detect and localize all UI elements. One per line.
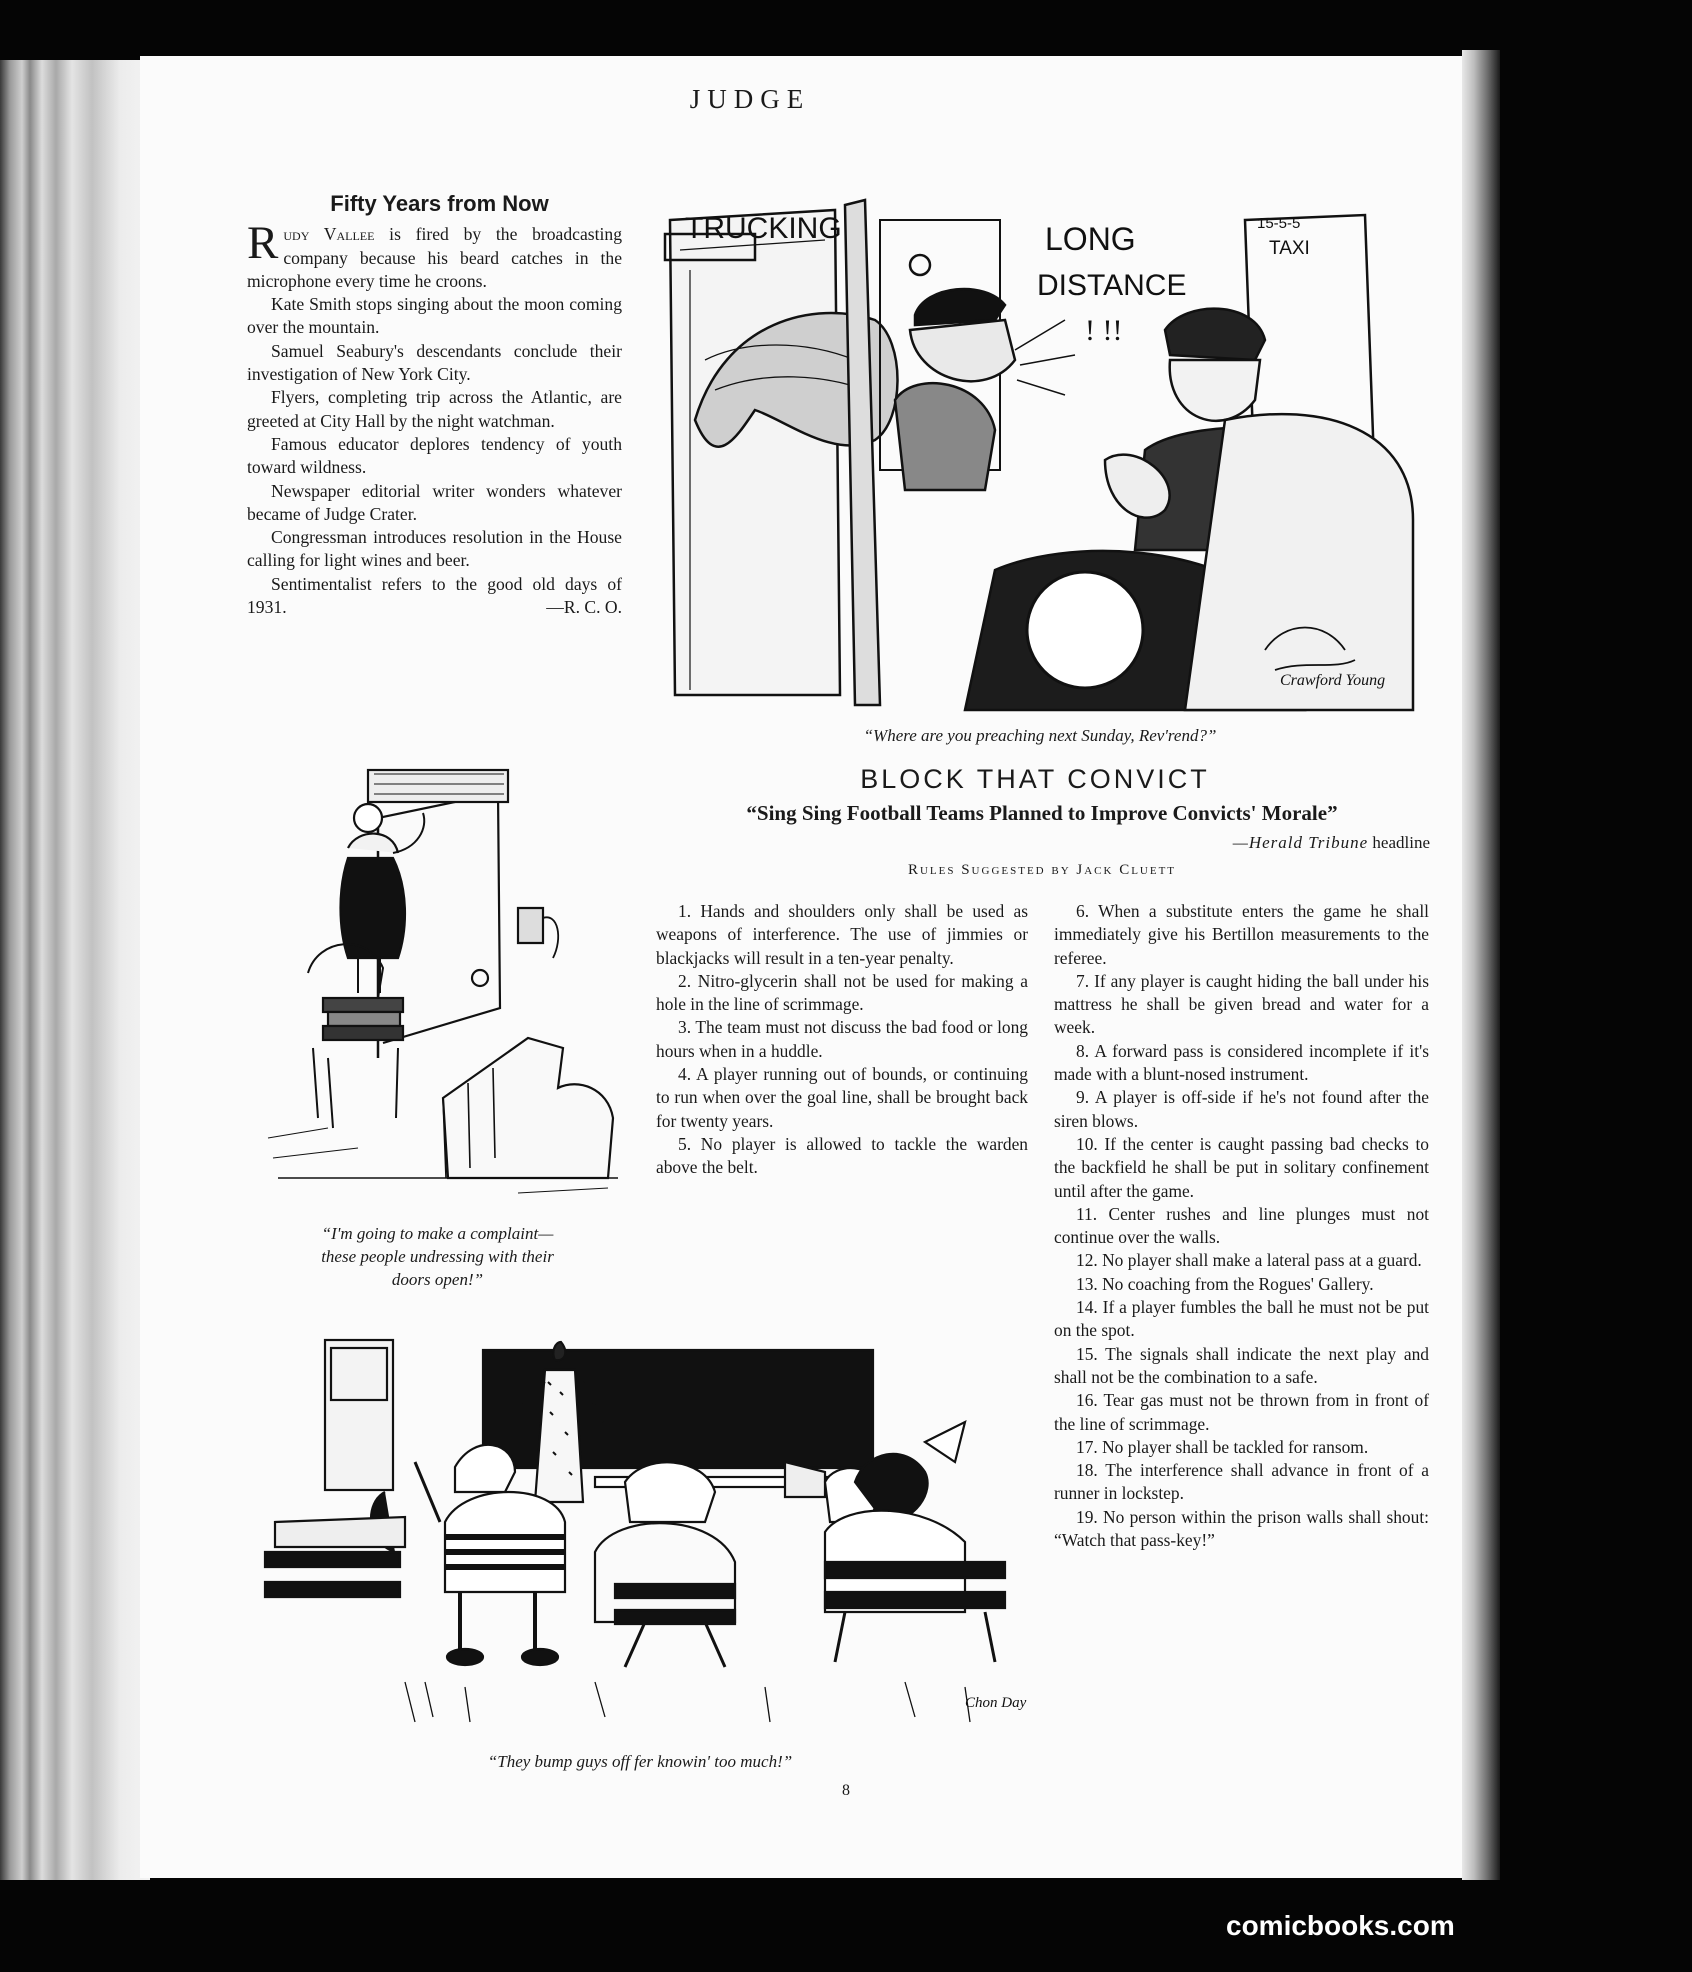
headline-credit: —Herald Tribune headline	[1232, 833, 1430, 852]
caption-complaint-cartoon: “I'm going to make a complaint— these people undressing with their doors open!”	[321, 1224, 554, 1289]
scan-border-top	[0, 0, 1500, 60]
rule-item: 2. Nitro-glycerin shall not be used for making a hole in the line of scrimmage.	[656, 970, 1028, 1015]
rule-item: 16. Tear gas must not be thrown from in front of the line of scrimmage.	[1054, 1390, 1429, 1434]
artist-signature: Chon Day	[965, 1695, 1027, 1711]
article-paragraph: Congressman introduces resolution in the House calling for light wines and beer.	[247, 527, 622, 571]
cartoon-truck-taxi	[665, 190, 1413, 710]
rule-item: 19. No person within the prison walls shall shout: “Watch that pass-key!”	[1054, 1506, 1429, 1551]
sign-trucking: TRUCKING	[685, 212, 842, 245]
cartoon-classroom	[265, 1322, 1027, 1742]
rule-item: 7. If any player is caught hiding the ball under his mattress he shall be given bread and water for a week.	[1054, 970, 1429, 1038]
rule-item: 8. A forward pass is considered incomplete if it's made with a blunt-nosed instrument.	[1054, 1040, 1429, 1085]
article-paragraph: Flyers, completing trip across the Atlantic, are greeted at City Hall by the night watchman.	[247, 387, 622, 431]
article-paragraph: Rudy Vallee is fired by the broadcasting company because his beard catches in the microphone every time he croons.	[247, 217, 622, 291]
taxi-plate: 15-5-5	[1257, 215, 1301, 232]
article-paragraph: Newspaper editorial writer wonders whatever became of Judge Crater.	[247, 480, 622, 524]
article-paragraph: Sentimentalist refers to the good old days of 1931. —R. C. O.	[247, 573, 622, 620]
block-that-convict-subtitle: “Sing Sing Football Teams Planned to Improve Convicts' Morale”	[746, 801, 1338, 825]
article-signature: —R. C. O.	[546, 597, 622, 618]
rule-item: 10. If the center is caught passing bad checks to the backfield he shall be put in solitary confinement until after the game.	[1054, 1133, 1429, 1201]
lead-name: udy Vallee	[283, 224, 375, 245]
article-paragraph: Samuel Seabury's descendants conclude their investigation of New York City.	[247, 340, 622, 385]
rule-item: 17. No player shall be tackled for ransom.	[1076, 1436, 1369, 1457]
fifty-years-article	[247, 192, 622, 619]
watermark: comicbooks.com	[1226, 1910, 1455, 1941]
article-paragraph: Kate Smith stops singing about the moon coming over the mountain.	[247, 294, 622, 338]
block-that-convict-title: BLOCK THAT CONVICT	[860, 764, 1210, 794]
rules-column-left	[656, 900, 1028, 1180]
page-number: 8	[842, 1782, 850, 1799]
rule-item: 18. The interference shall advance in front of a runner in lockstep.	[1054, 1460, 1429, 1504]
artist-signature: Crawford Young	[1280, 672, 1386, 689]
rule-item: 3. The team must not discuss the bad food or long hours when in a huddle.	[656, 1017, 1028, 1061]
rule-item: 5. No player is allowed to tackle the warden above the belt.	[656, 1133, 1028, 1178]
caption-truck-cartoon: “Where are you preaching next Sunday, Rev'rend?”	[863, 726, 1217, 745]
book-right-edge	[1462, 50, 1500, 1880]
rule-item: 1. Hands and shoulders only shall be used as weapons of interference. The use of jimmies or blackjacks will result in a ten-year penalty.	[656, 901, 1028, 968]
cartoon-complaint	[268, 758, 618, 1198]
rules-column-right	[1054, 900, 1429, 1552]
rules-heading: Rules Suggested by Jack Cluett	[907, 862, 1177, 878]
article-title: Fifty Years from Now	[330, 191, 549, 216]
rule-item: 14. If a player fumbles the ball he must not be put on the spot.	[1054, 1297, 1429, 1341]
rule-item: 15. The signals shall indicate the next play and shall not be the combination to a safe.	[1054, 1343, 1429, 1387]
book-page-edges	[0, 60, 150, 1880]
rule-item: 4. A player running out of bounds, or continuing to run when over the goal line, shall be brought back for twenty years.	[656, 1064, 1028, 1131]
sign-long-distance-line-2: DISTANCE	[1037, 269, 1187, 302]
rule-item: 9. A player is off-side if he's not found after the siren blows.	[1054, 1087, 1429, 1131]
drop-cap: R	[247, 217, 279, 270]
sign-long-distance-line-1: LONG	[1045, 221, 1136, 257]
rule-item: 11. Center rushes and line plunges must not continue over the walls.	[1054, 1203, 1429, 1248]
rule-item: 13. No coaching from the Rogues' Gallery.	[1076, 1273, 1374, 1294]
svg-text:! !!: ! !!	[1085, 314, 1123, 347]
rule-item: 12. No player shall make a lateral pass at a guard.	[1076, 1250, 1422, 1271]
article-paragraph: Famous educator deplores tendency of youth toward wildness.	[247, 433, 622, 478]
running-head: JUDGE	[689, 84, 811, 114]
rule-item: 6. When a substitute enters the game he shall immediately give his Bertillon measurements to the referee.	[1054, 901, 1429, 968]
taxi-sign: TAXI	[1269, 238, 1310, 259]
caption-classroom-cartoon: “They bump guys off fer knowin' too much!”	[487, 1752, 793, 1771]
